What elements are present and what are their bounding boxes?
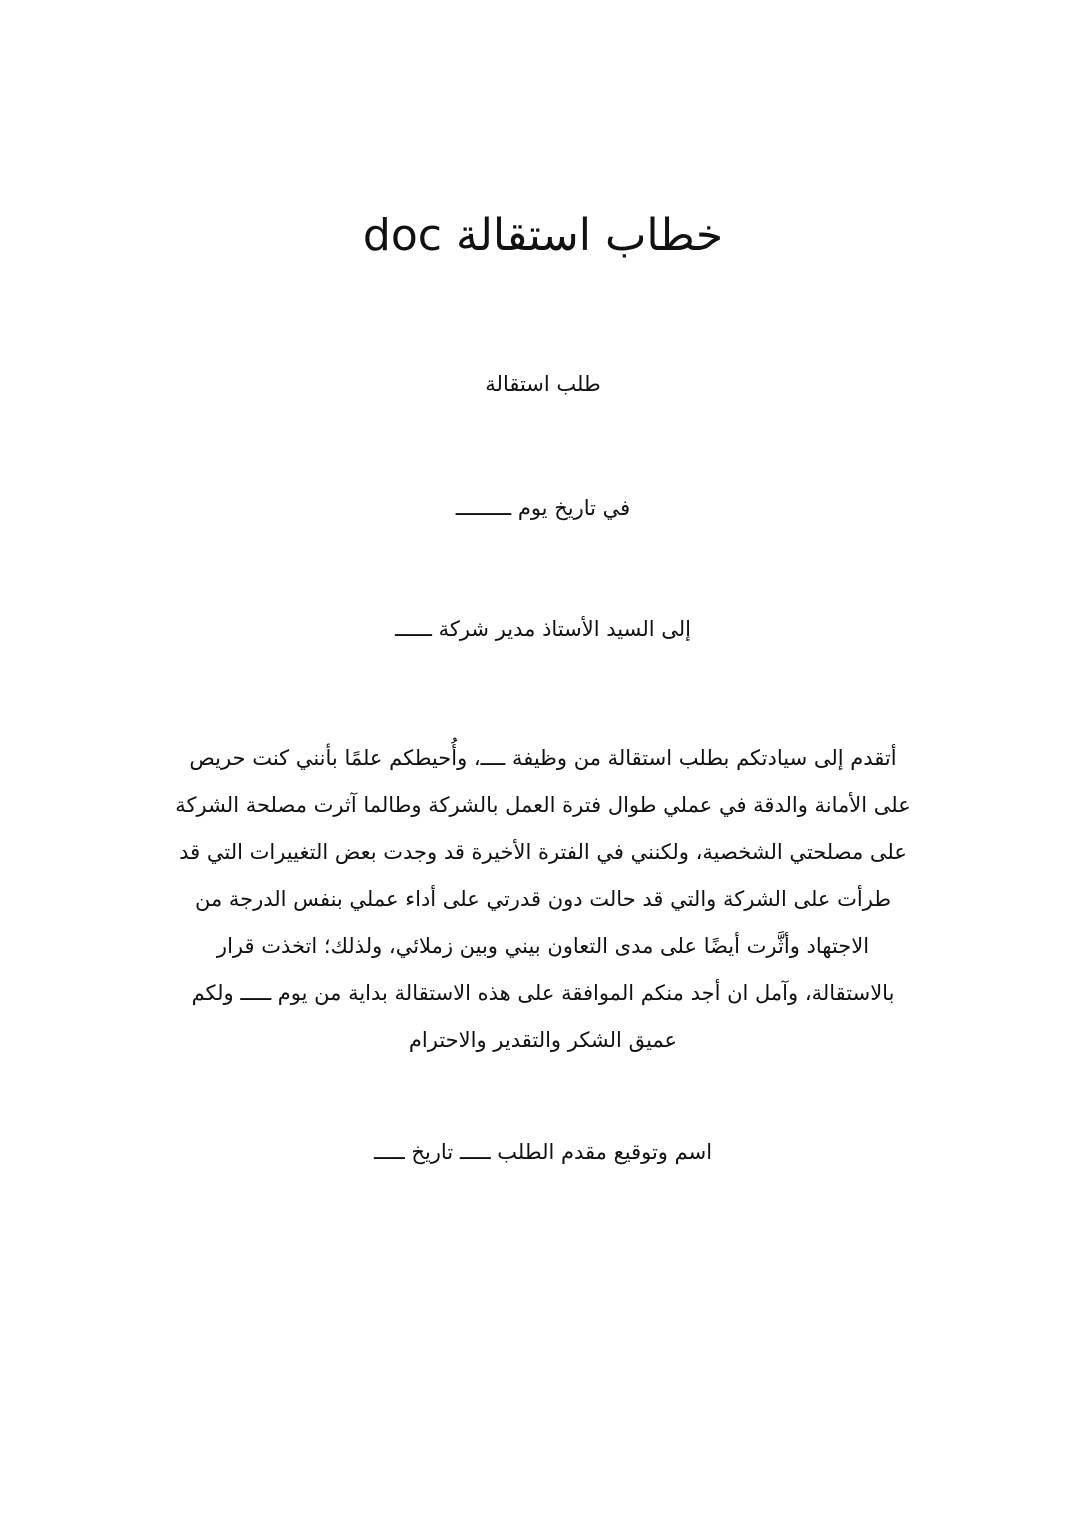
- page-title: خطاب استقالة doc: [362, 210, 724, 261]
- letter-body: أتقدم إلى سيادتكم بطلب استقالة من وظيفة ــــ، وأُحيطكم علمًا بأنني كنت حريص على الأمانة والدقة في عملي طوال فترة العمل بالشركة وطالما آثرت مصلحة الشركة على مصلحتي الشخصية، ولكنني في الفترة الأخيرة قد وجدت بعض التغييرات التي قد طرأت على الشركة والتي قد حالت دون قدرتي على أداء عملي بنفس الدرجة من الاجتهاد وأثَّرت أيضًا على مدى التعاون بيني وبين زملائي، ولذلك؛ اتخذت قرار بالاستقالة، وآمل ان أجد منكم الموافقة على هذه الاستقالة بداية من يوم ـــــ ولكم عميق الشكر والتقدير والاحترام: [175, 746, 911, 1052]
- date-line: في تاريخ يوم ـــــــــ: [455, 496, 631, 520]
- signature-line: اسم وتوقيع مقدم الطلب ـــــ تاريخ ـــــ: [373, 1140, 713, 1164]
- subject-line: طلب استقالة: [485, 372, 601, 396]
- addressee-line: إلى السيد الأستاذ مدير شركة ــــــ: [395, 617, 691, 641]
